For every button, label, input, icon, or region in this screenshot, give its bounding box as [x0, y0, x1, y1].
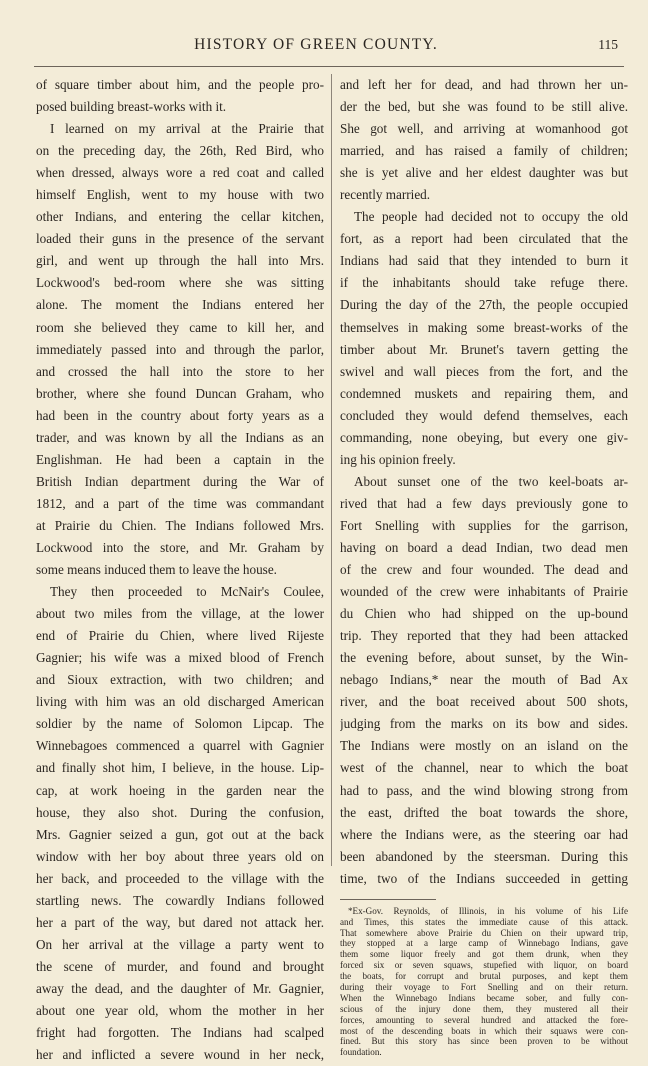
text-line: The people had decided not to occupy the old [354, 209, 628, 225]
page-title: HISTORY OF GREEN COUNTY. [194, 36, 438, 53]
text-line: The Indians were mostly on an island on the [340, 738, 628, 754]
text-line: the east, drifted the boat towards the shore, [340, 804, 628, 820]
text-line: rived that had a few days previously gone to [340, 495, 628, 511]
text-line: Gagnier; his wife was a mixed blood of French [36, 650, 324, 666]
text-line: of square timber about him, and the people pro- [36, 77, 324, 92]
text-line: her a part of the way, but dared not attack her. [36, 914, 324, 930]
footnote-line: *Ex-Gov. Reynolds, of Illinois, in his volume of his Life [348, 905, 628, 916]
text-line: recently married. [340, 187, 431, 203]
text-line: and left her for dead, and had thrown her un- [340, 77, 628, 92]
text-line: alone. The moment the Indians entered her [36, 297, 324, 313]
text-line: They then proceeded to McNair's Coulee, [50, 584, 324, 600]
header-rule [34, 66, 624, 67]
right-column-body [340, 74, 628, 890]
text-line: She got well, and arriving at womanhood got [340, 121, 628, 137]
text-line: the evening before, about sunset, by the Win- [340, 650, 628, 666]
text-line: startling news. The cowardly Indians followed [36, 892, 324, 908]
text-line: girl, and went up through the hall into Mrs. [36, 253, 324, 269]
text-line: swivel and wall pieces from the fort, and the [340, 363, 628, 379]
right-column [340, 74, 628, 1058]
footnote-line: them some liquor freely and got them drunk, when they [340, 949, 628, 960]
text-line: Lockwood's bed-room where she was sitting [36, 275, 324, 291]
footnote-line: That somewhere above Prairie du Chien on their upward trip, [340, 927, 628, 938]
text-line: Winnebagoes commenced a quarrel with Gagnier [36, 738, 324, 754]
text-line: and crossed the hall into the store to her [36, 363, 324, 379]
text-line: timber about Mr. Brunet's tavern getting the [340, 341, 628, 357]
text-line: west of the channel, near to which the boat [340, 760, 628, 776]
footnote-line: they stopped at a large camp of Winnebago Indians, gave [340, 938, 628, 949]
text-line: Fort Snelling with supplies for the garrison, [340, 517, 628, 533]
text-line: trader, and was known by all the Indians as an [36, 429, 324, 445]
text-line: posed building breast-works with it. [36, 99, 227, 115]
text-line: judging from the marks on its bow and sides. [340, 716, 628, 732]
text-line: her and inflicted a severe wound in her neck, [36, 1047, 324, 1063]
text-line: fright had forgotten. The Indians had scalped [36, 1025, 324, 1041]
text-line: 1812, and a part of the time was commandant [36, 495, 324, 511]
text-line: house, they also shot. During the confusion, [36, 804, 324, 820]
text-line: On her arrival at the village a party went to [36, 936, 324, 952]
footnote-line: the boats, for corrupt and brutal purposes, and kept them [340, 971, 628, 982]
text-line: if the inhabitants should take refuge there. [340, 275, 628, 291]
text-line: time, two of the Indians succeeded in getting [340, 870, 628, 886]
text-line: end of Prairie du Chien, where lived Rijeste [36, 628, 324, 644]
text-line: der the bed, but she was found to be still alive. [340, 99, 628, 115]
text-line: where the Indians were, as the steering oar had [340, 826, 628, 842]
text-line: of the crew and four wounded. The dead and [340, 562, 628, 578]
text-line: other Indians, and entering the cellar kitchen, [36, 209, 324, 225]
text-line: window with her boy about three years old on [36, 848, 324, 864]
left-column [36, 74, 324, 1066]
text-line: and finally shot him, I believe, in the house. Lip- [36, 760, 324, 776]
text-line: when dressed, always wore a red coat and called [36, 165, 324, 181]
text-line: British Indian department during the War of [36, 473, 324, 489]
text-line: concluded they would defend themselves, each [340, 407, 628, 423]
text-line: fort, as a report had been circulated that the [340, 231, 628, 247]
text-line: had to pass, and the wind blowing strong from [340, 782, 628, 798]
text-line: been abandoned by the steersman. During this [340, 848, 628, 864]
text-line: commanding, none obeying, but every one giv- [340, 429, 628, 445]
footnote-line: When the Winnebago Indians became sober, and fully con- [340, 992, 628, 1003]
text-line: some means induced them to leave the house. [36, 562, 277, 578]
text-line: about two miles from the village, at the lower [36, 606, 324, 622]
column-divider [331, 74, 332, 866]
text-line: ing his opinion freely. [340, 451, 456, 467]
text-line: room she believed they came to kill her, and [36, 319, 324, 335]
footnote-line: forced six or seven squaws, stupefied with liquor, on board [340, 960, 628, 971]
footnote-line: foundation. [340, 1047, 382, 1058]
text-line: himself English, went to my house with two [36, 187, 324, 203]
text-line: soldier by the name of Solomon Lipcap. The [36, 716, 324, 732]
text-line: cap, at work hoeing in the garden near the [36, 782, 324, 798]
text-line: Englishman. He had been a captain in the [36, 451, 324, 467]
text-line: Lockwood into the store, and Mr. Graham by [36, 539, 324, 555]
text-line: away the dead, and the daughter of Mr. Gagnier, [36, 980, 324, 996]
text-line: loaded their guns in the presence of the servant [36, 231, 324, 247]
footnote-line: fined. But this story has since been proven to be without [340, 1036, 628, 1047]
page-number: 115 [598, 37, 618, 52]
footnote-line: during their voyage to Fort Snelling and on their return. [340, 981, 628, 992]
text-line: brother, where she found Duncan Graham, who [36, 385, 324, 401]
text-line: at Prairie du Chien. The Indians followed Mrs. [36, 517, 324, 533]
text-line: themselves in making some breast-works of the [340, 319, 628, 335]
text-line: on the preceding day, the 26th, Red Bird, who [36, 143, 324, 159]
text-line: having on board a dead Indian, two dead men [340, 539, 628, 555]
text-line: trip. They reported that they had been attacked [340, 628, 628, 644]
text-line: About sunset one of the two keel-boats ar- [354, 473, 628, 489]
text-line: married, and has raised a family of children; [340, 143, 628, 159]
text-line: Indians had said that they intended to burn it [340, 253, 628, 269]
running-head [36, 36, 626, 56]
text-line: immediately passed into and through the parlor, [36, 341, 324, 357]
text-line: she is yet alive and her eldest daughter was but [340, 165, 628, 181]
footnote-line: scious of the injury done them, they mustered all their [340, 1003, 628, 1014]
footnote-line: and Times, this states the immediate cause of this attack. [340, 916, 628, 927]
text-line: about one year old, whom the mother in her [36, 1002, 324, 1018]
text-line: the scene of murder, and found and brought [36, 958, 324, 974]
text-line: During the day of the 27th, the people occupied [340, 297, 628, 313]
text-line: living with him was an old discharged American [36, 694, 324, 710]
text-line: I learned on my arrival at the Prairie that [50, 121, 324, 137]
text-line: and Sioux extraction, with two children; and [36, 672, 324, 688]
footnote-line: forces, amounting to several hundred and attacked the fore- [340, 1014, 628, 1025]
text-line: had been in the country about forty years as a [36, 407, 324, 423]
footnote-line: most of the descending boats in which their squaws were con- [340, 1025, 628, 1036]
text-line: du Chien who had shipped on the up-bound [340, 606, 628, 622]
text-line: nebago Indians,* near the mouth of Bad Ax [340, 672, 628, 688]
text-line: Mrs. Gagnier seized a gun, got out at the back [36, 826, 324, 842]
text-line: her back, and proceeded to the village with the [36, 870, 324, 886]
footnote [340, 906, 628, 1058]
text-line: condemned muskets and repairing them, and [340, 385, 628, 401]
text-line: river, and the boat received about 500 shots, [340, 694, 628, 710]
text-line: wounded of the crew were inhabitants of Prairie [340, 584, 628, 600]
